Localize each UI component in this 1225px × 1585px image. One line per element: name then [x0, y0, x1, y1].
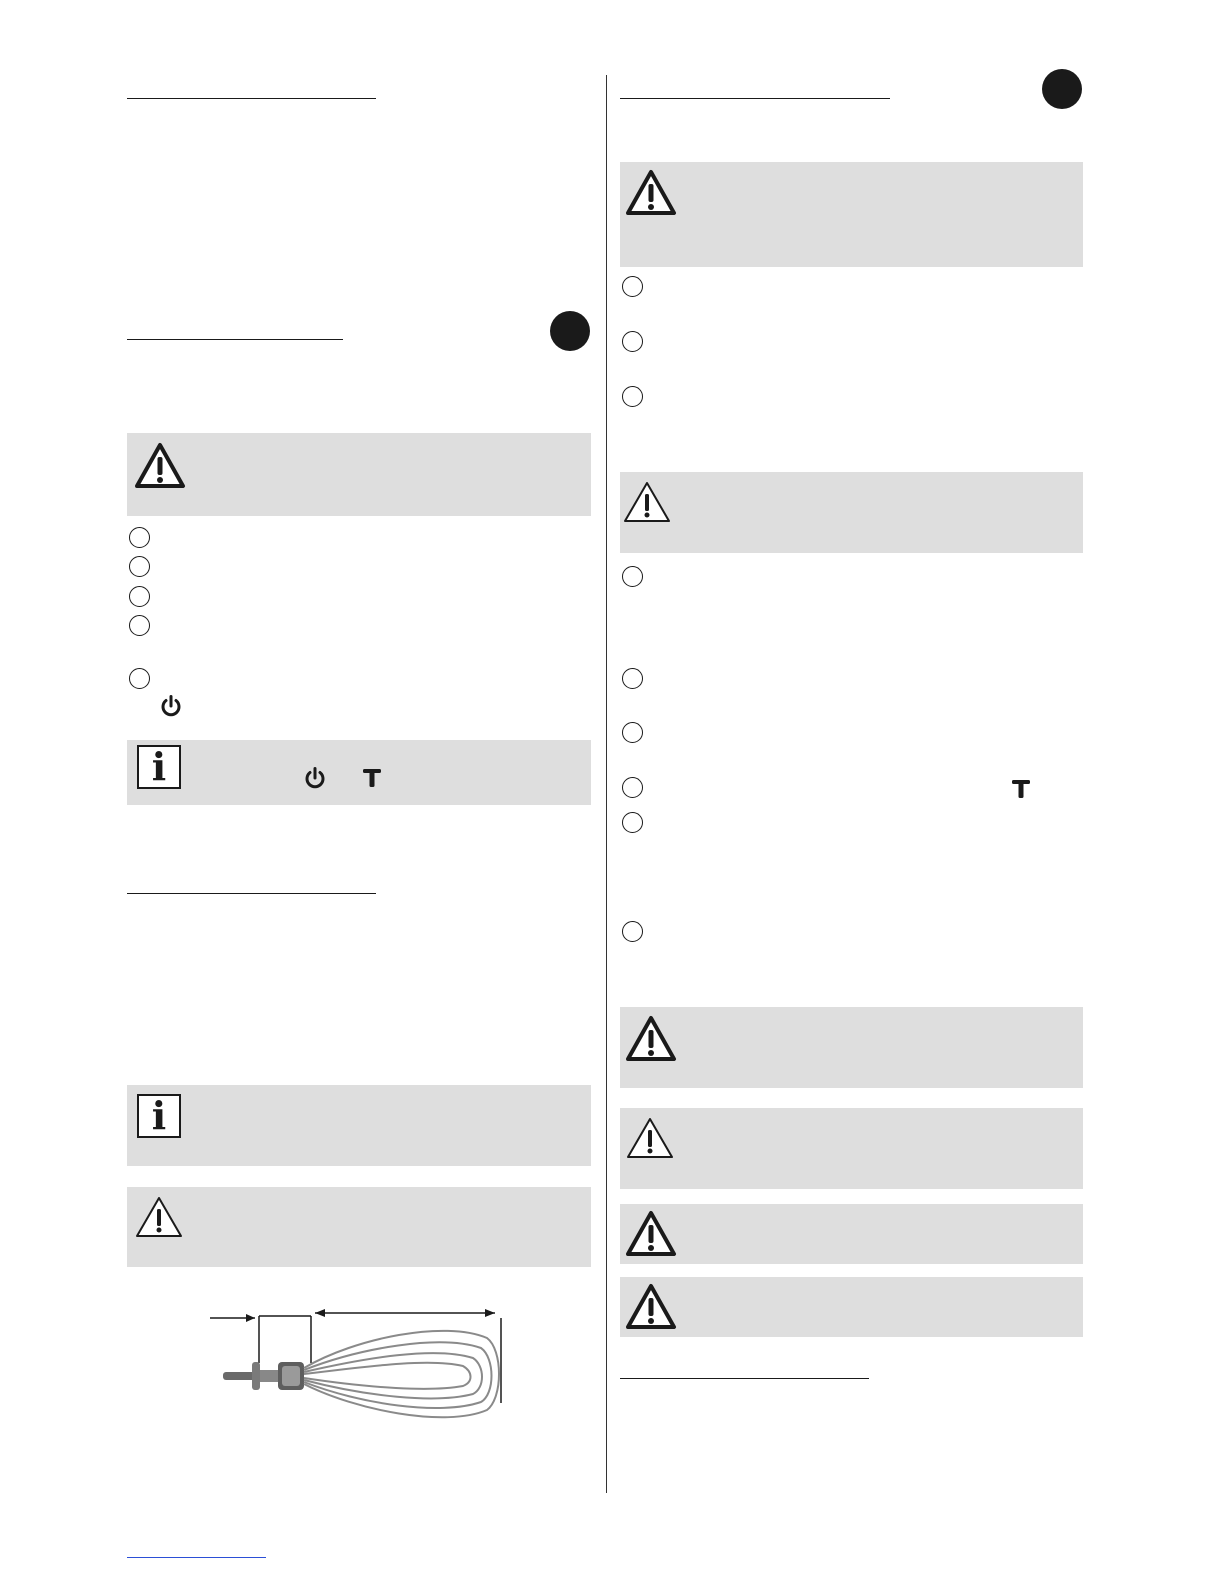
section-marker-dot: [550, 311, 590, 351]
info-i-icon: i: [137, 745, 181, 789]
section-heading-underline-2: [127, 339, 343, 340]
column-divider: [606, 75, 607, 1493]
warning-panel-1: [127, 433, 591, 516]
warning-triangle-icon: [625, 1015, 677, 1062]
warning-panel-6: [620, 1108, 1083, 1189]
footer-link-underline[interactable]: [127, 1557, 266, 1558]
step-circle-icon: [622, 386, 643, 407]
warning-panel-2: [127, 1187, 591, 1267]
power-icon: [303, 766, 327, 790]
warning-triangle-icon: [134, 442, 186, 489]
step-circle-icon: [622, 566, 643, 587]
whisk-illustration: [205, 1298, 515, 1428]
warning-triangle-icon: [134, 1195, 184, 1239]
turbo-t-icon: [1010, 778, 1032, 800]
warning-triangle-icon: [622, 480, 672, 524]
step-circle-icon: [622, 777, 643, 798]
section-heading-underline-5: [620, 1378, 869, 1379]
warning-triangle-icon: [625, 1210, 677, 1257]
power-icon: [159, 694, 183, 718]
warning-panel-8: [620, 1277, 1083, 1337]
step-circle-icon: [622, 722, 643, 743]
step-circle-icon: [622, 331, 643, 352]
step-circle-icon: [622, 668, 643, 689]
warning-triangle-icon: [625, 1283, 677, 1330]
info-panel-2: [127, 1085, 591, 1166]
warning-panel-4: [620, 472, 1083, 553]
step-circle-icon: [622, 276, 643, 297]
step-circle-icon: [129, 527, 150, 548]
step-circle-icon: [622, 921, 643, 942]
info-panel-1: [127, 740, 591, 805]
step-circle-icon: [129, 668, 150, 689]
turbo-t-icon: [361, 767, 383, 789]
step-circle-icon: [622, 812, 643, 833]
warning-panel-5: [620, 1007, 1083, 1088]
step-circle-icon: [129, 556, 150, 577]
warning-triangle-icon: [625, 1116, 675, 1160]
step-circle-icon: [129, 615, 150, 636]
warning-panel-7: [620, 1204, 1083, 1264]
section-heading-underline-4: [620, 98, 890, 99]
info-i-icon: i: [137, 1094, 181, 1138]
warning-triangle-icon: [625, 169, 677, 216]
step-circle-icon: [129, 586, 150, 607]
section-heading-underline-1: [127, 98, 376, 99]
section-heading-underline-3: [127, 893, 376, 894]
section-marker-dot: [1042, 69, 1082, 109]
warning-panel-3: [620, 162, 1083, 267]
